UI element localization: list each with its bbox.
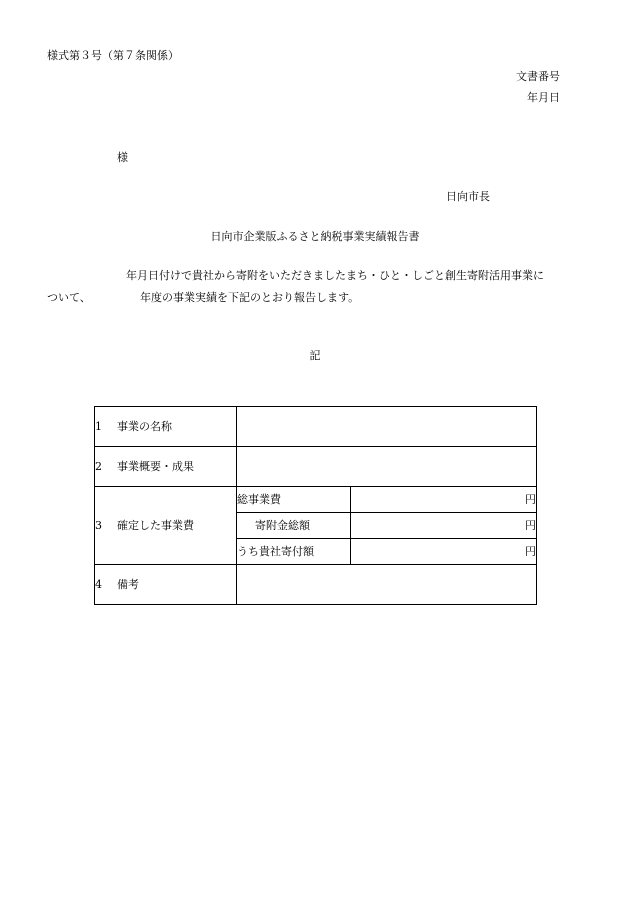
body-text-line-2-start: ついて、: [47, 291, 91, 304]
remarks-value: [237, 565, 537, 605]
date-label: 年月日: [527, 91, 560, 104]
form-number: 様式第３号（第７条関係）: [47, 49, 179, 62]
company-donation-label: うち貴社寄付額: [237, 539, 351, 565]
item-number: 1: [95, 419, 102, 433]
donation-total-label: 寄附金総額: [237, 513, 351, 539]
body-text-line-2-end: 年度の事業実績を下記のとおり報告します。: [140, 291, 360, 304]
addressee-honorific: 様: [117, 151, 128, 164]
remarks-label: 4 備考: [95, 565, 237, 605]
item-number: 4: [95, 577, 102, 591]
project-name-label: 1 事業の名称: [95, 407, 237, 447]
item-number: 3: [95, 518, 102, 532]
report-table: [94, 406, 537, 605]
body-text-line-1: 年月日付けで貴社から寄附をいただきましたまち・ひと・しごと創生寄附活用事業に: [126, 269, 544, 282]
donation-total-amount: 円: [351, 513, 537, 539]
project-name-value: [237, 407, 537, 447]
total-cost-amount: 円: [351, 487, 537, 513]
table-row-total-cost: [95, 487, 537, 513]
company-donation-amount: 円: [351, 539, 537, 565]
ki-label: 記: [309, 349, 321, 362]
document-title: 日向市企業版ふるさと納税事業実績報告書: [210, 230, 420, 243]
document-number-label: 文書番号: [516, 70, 560, 83]
table-row-project-name: [95, 407, 537, 447]
confirmed-cost-label: 3 確定した事業費: [95, 487, 237, 565]
table-row-project-summary: [95, 447, 537, 487]
item-number: 2: [95, 459, 102, 473]
table-row-remarks: [95, 565, 537, 605]
project-summary-value: [237, 447, 537, 487]
sender-name: 日向市長: [446, 190, 490, 203]
total-cost-label: 総事業費: [237, 487, 351, 513]
project-summary-label: 2 事業概要・成果: [95, 447, 237, 487]
